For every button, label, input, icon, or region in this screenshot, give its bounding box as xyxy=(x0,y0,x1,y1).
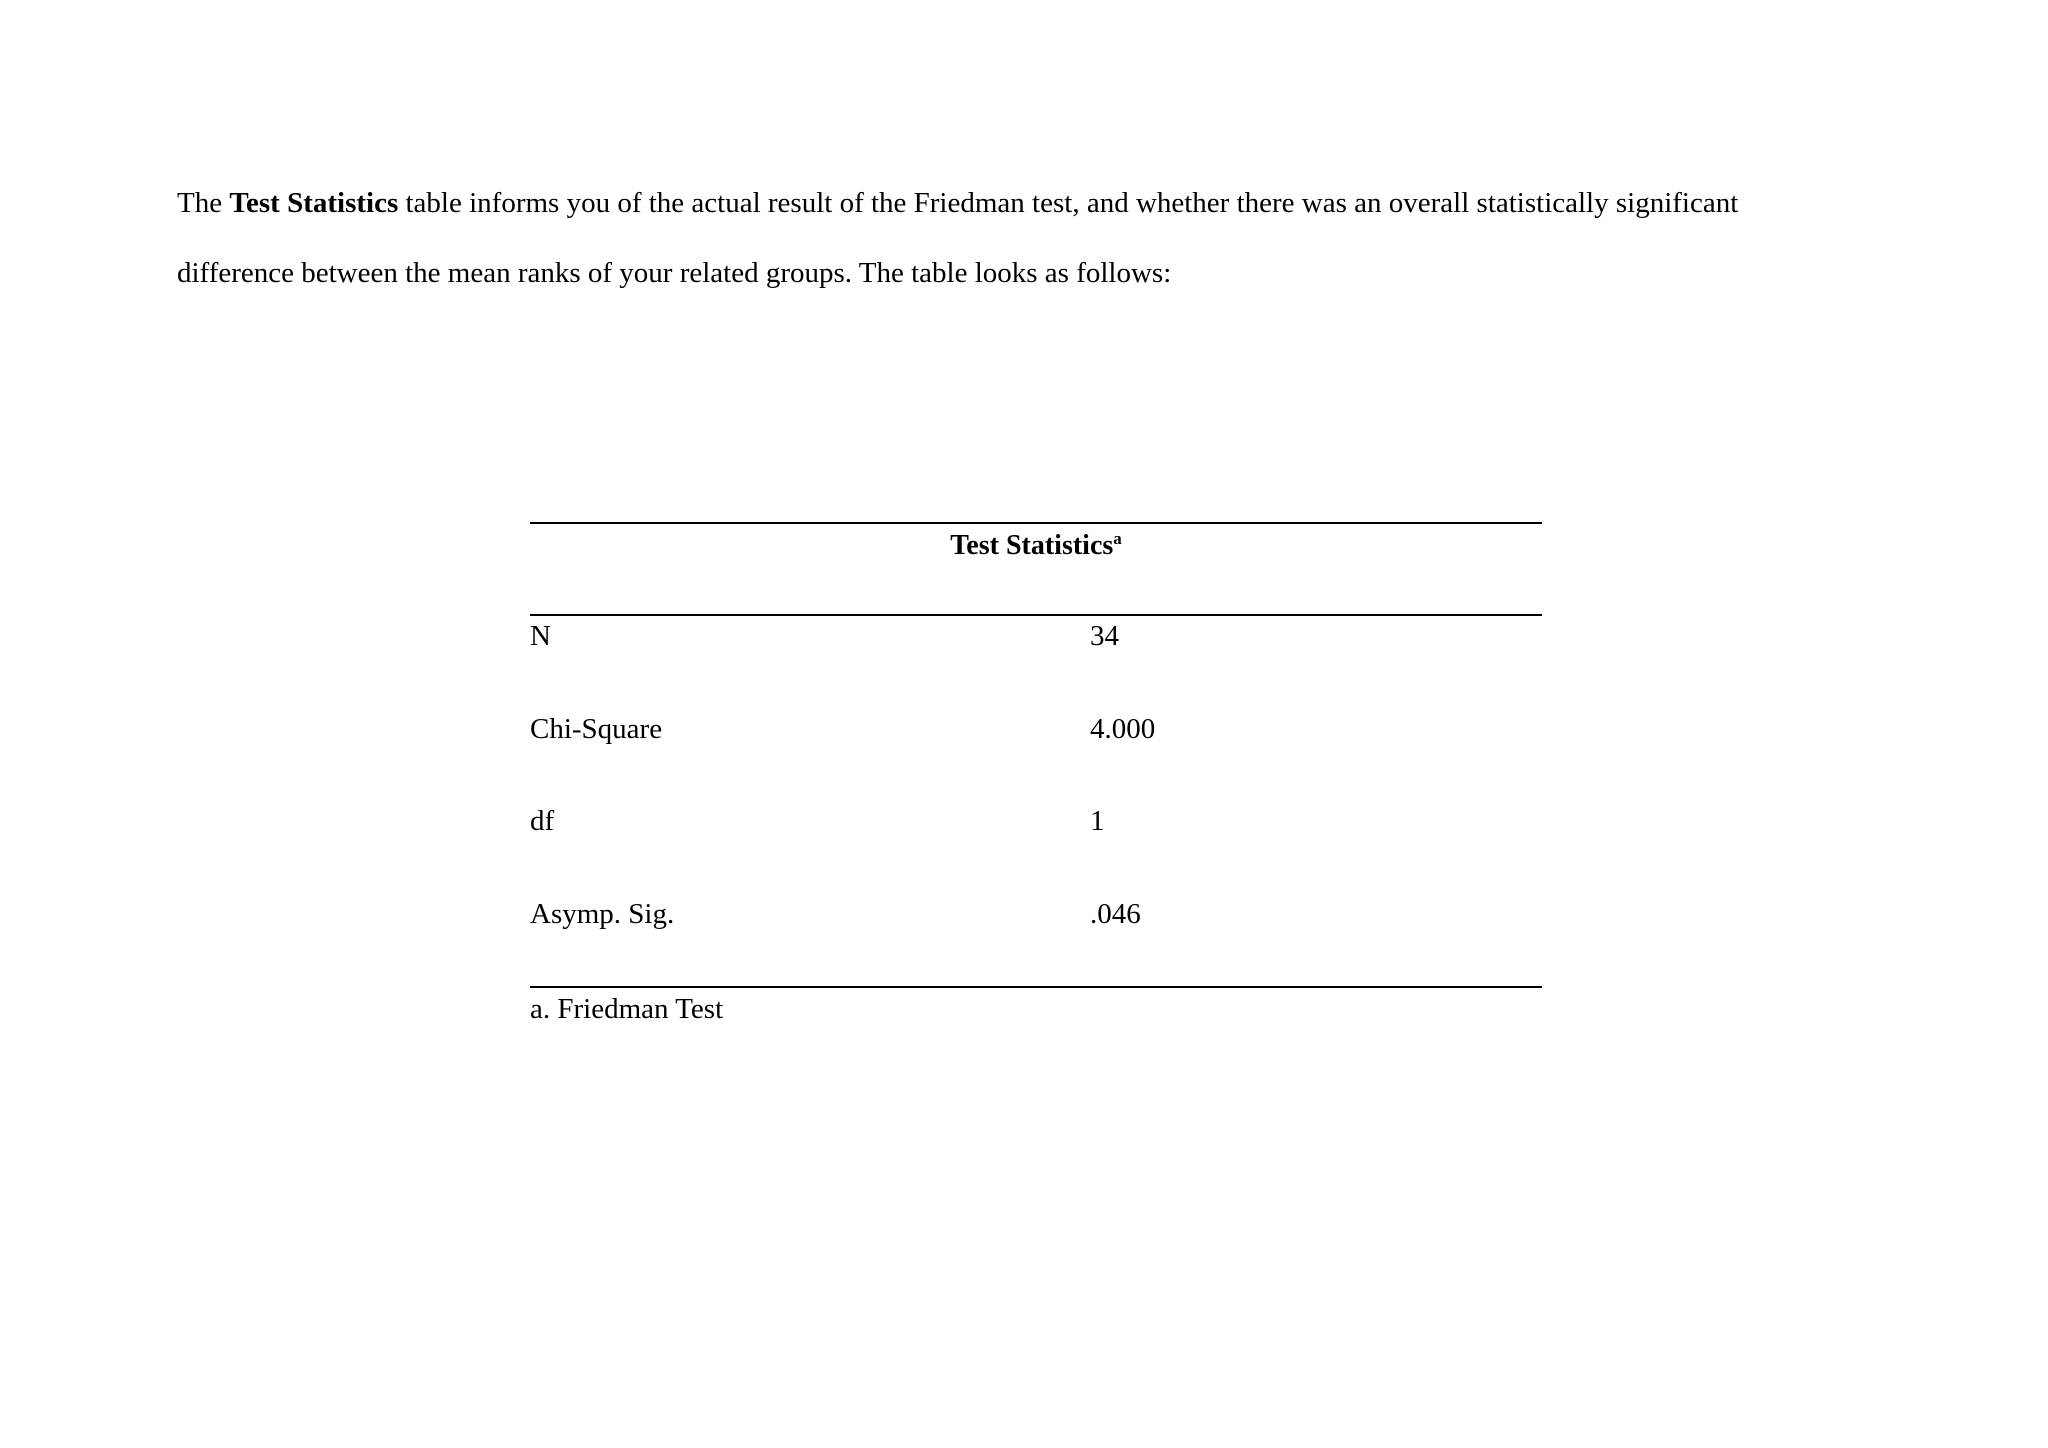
statistics-grid xyxy=(530,616,1542,986)
test-statistics-table xyxy=(530,522,1542,1029)
table-title-text: Test Statistics xyxy=(950,530,1114,561)
row-label: Asymp. Sig. xyxy=(530,897,675,930)
row-label: df xyxy=(530,805,555,837)
intro-line-2: difference between the mean ranks of your related groups. The table looks as follows: xyxy=(177,257,1172,289)
table-title-superscript: a xyxy=(1113,529,1122,548)
row-label: Chi-Square xyxy=(530,712,663,745)
row-value: .046 xyxy=(1090,897,1141,930)
table-row xyxy=(530,801,1542,894)
table-footnote: a. Friedman Test xyxy=(530,993,724,1025)
row-label: N xyxy=(530,620,551,652)
row-value: 4.000 xyxy=(1090,712,1156,745)
intro-line-1 xyxy=(177,168,1877,238)
intro-text-start: The xyxy=(177,187,230,219)
table-row xyxy=(530,709,1542,802)
row-value: 1 xyxy=(1090,805,1105,837)
table-row xyxy=(530,616,1542,709)
intro-text-rest: table informs you of the actual result of the Friedman test, and whether there was an overall statistically significant xyxy=(398,187,1739,219)
table-row xyxy=(530,894,1542,987)
row-value: 34 xyxy=(1090,620,1119,652)
intro-paragraph xyxy=(177,168,1877,308)
table-title xyxy=(530,524,1542,614)
intro-bold-term: Test Statistics xyxy=(229,187,399,219)
